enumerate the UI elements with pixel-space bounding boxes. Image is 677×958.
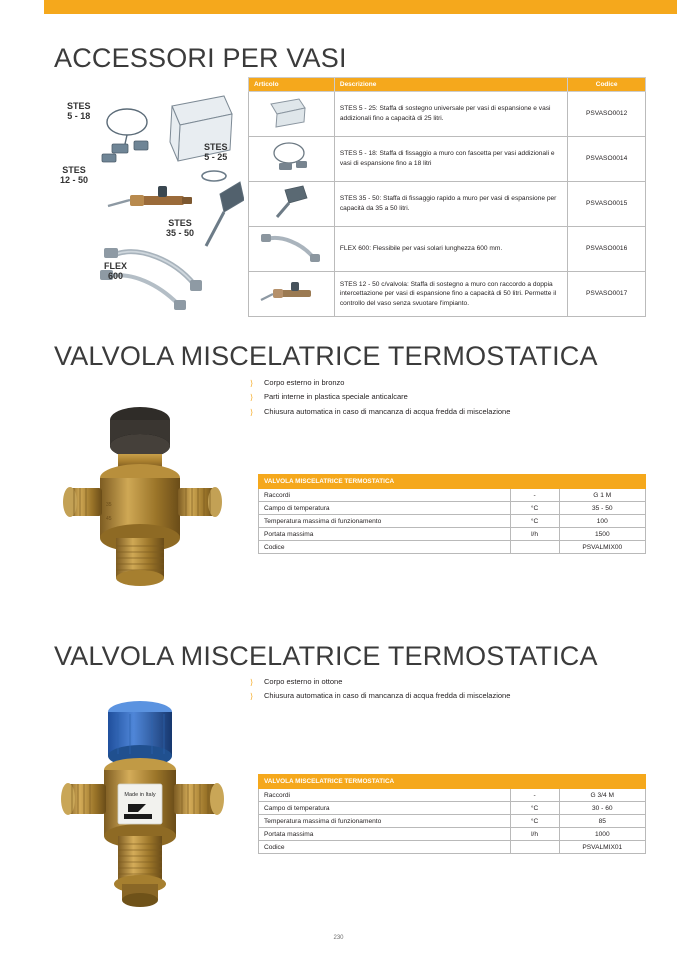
bracket-stes-12-50-valve-icon — [255, 274, 327, 310]
chevron-right-icon: ⟩ — [250, 692, 254, 702]
list-item — [250, 689, 650, 703]
list-item — [250, 675, 650, 689]
spec-name: Campo di temperatura — [259, 502, 511, 515]
spec-name: Raccordi — [259, 789, 511, 802]
spec-name: Codice — [259, 841, 511, 854]
table-row — [249, 272, 646, 317]
table-row — [259, 841, 646, 854]
spec-name: Portata massima — [259, 528, 511, 541]
label-stes-35-50: STES 35 - 50 — [166, 218, 195, 239]
bracket-stes-35-50-icon — [255, 184, 327, 220]
sticker-text: Made in Italy — [124, 792, 156, 798]
header-codice: Codice — [568, 78, 646, 92]
row-code: PSVASO0017 — [568, 272, 646, 317]
chevron-right-icon: ⟩ — [250, 393, 254, 403]
chevron-right-icon: ⟩ — [250, 407, 254, 417]
list-item — [250, 376, 650, 390]
label-stes-5-25: STES 5 - 25 — [204, 142, 228, 163]
row-thumbnail — [249, 137, 335, 182]
spec-value: 35 - 50 — [559, 502, 645, 515]
spec-name: Campo di temperatura — [259, 802, 511, 815]
spec-name: Portata massima — [259, 828, 511, 841]
row-thumbnail — [249, 227, 335, 272]
row-thumbnail — [249, 92, 335, 137]
bronze-mixing-valve-svg — [60, 388, 245, 603]
table-header-row — [249, 78, 646, 92]
valvola-2-spec-table — [258, 774, 646, 854]
list-item-label: Corpo esterno in bronzo — [264, 378, 345, 387]
spec-unit: l/h — [510, 528, 559, 541]
table-row — [259, 528, 646, 541]
spec-value: 1000 — [559, 828, 645, 841]
brass-mixing-valve-svg — [60, 688, 245, 918]
header-descrizione: Descrizione — [334, 78, 567, 92]
list-item-label: Chiusura automatica in caso di mancanza di acqua fredda di miscelazione — [264, 406, 511, 416]
chevron-right-icon: ⟩ — [250, 678, 254, 687]
valvola-1-photo — [60, 388, 245, 603]
top-accent-bar — [44, 0, 677, 14]
row-description: STES 35 - 50: Staffa di fissaggio rapido a muro per vasi di espansione per capacità da 35 a 50 litri. — [334, 182, 567, 227]
header-articolo: Articolo — [249, 78, 335, 92]
spec-table-title: VALVOLA MISCELATRICE TERMOSTATICA — [259, 775, 646, 789]
accessori-table-body — [249, 92, 646, 317]
table-row — [259, 489, 646, 502]
spec-unit — [510, 541, 559, 554]
spec-value: 1500 — [559, 528, 645, 541]
chevron-right-icon: ⟩ — [250, 379, 254, 388]
spec-unit: °C — [510, 515, 559, 528]
table-row — [259, 789, 646, 802]
spec-unit: °C — [510, 502, 559, 515]
bracket-stes-5-25-icon — [255, 94, 327, 130]
table-row — [249, 137, 646, 182]
list-item-label: Chiusura automatica in caso di mancanza di acqua fredda di miscelazione — [264, 691, 511, 701]
spec-unit — [510, 841, 559, 854]
page-title-accessori: ACCESSORI PER VASI — [54, 43, 347, 73]
table-row — [259, 815, 646, 828]
valvola-2-photo — [60, 688, 245, 918]
table-row — [249, 92, 646, 137]
spec-unit: °C — [510, 802, 559, 815]
accessori-illustration — [54, 78, 244, 318]
svg-text:45: 45 — [106, 516, 112, 522]
accessori-table-header — [249, 78, 646, 92]
label-stes-5-18: STES 5 - 18 — [67, 101, 91, 122]
spec-value: PSVALMIX01 — [559, 841, 645, 854]
spec-table-title-row — [259, 475, 646, 489]
clamp-stes-5-18-icon — [255, 139, 327, 175]
valvola-2-feature-list — [250, 675, 650, 704]
table-row — [259, 515, 646, 528]
spec-table-title-row — [259, 775, 646, 789]
valvola-1-spec-table — [258, 474, 646, 554]
table-row — [259, 828, 646, 841]
table-row — [259, 802, 646, 815]
valvola-1-feature-list — [250, 376, 650, 419]
table-row — [249, 227, 646, 272]
label-flex-600: FLEX 600 — [104, 261, 128, 282]
list-item — [250, 405, 650, 419]
page-title-valvola-1: VALVOLA MISCELATRICE TERMOSTATICA — [54, 341, 598, 371]
list-item — [250, 390, 650, 404]
accessori-table — [248, 77, 646, 317]
row-description: STES 5 - 25: Staffa di sostegno universale per vasi di espansione e vasi addizionali fino a capacità di 25 litri. — [334, 92, 567, 137]
spec-value: 30 - 60 — [559, 802, 645, 815]
spec-value: G 3/4 M — [559, 789, 645, 802]
row-description: STES 12 - 50 c/valvola: Staffa di sostegno a muro con raccordo a doppia intercettazione per vasi di espansione fino a capacità di 50 litri. Permette il controllo del vaso senza svuotare l'impianto. — [334, 272, 567, 317]
spec-name: Raccordi — [259, 489, 511, 502]
spec-value: 85 — [559, 815, 645, 828]
table-row — [259, 502, 646, 515]
row-code: PSVASO0016 — [568, 227, 646, 272]
row-code: PSVASO0015 — [568, 182, 646, 227]
spec-table-title: VALVOLA MISCELATRICE TERMOSTATICA — [259, 475, 646, 489]
spec-value: 100 — [559, 515, 645, 528]
svg-text:35: 35 — [106, 502, 112, 508]
row-code: PSVASO0014 — [568, 137, 646, 182]
spec-name: Codice — [259, 541, 511, 554]
row-thumbnail — [249, 182, 335, 227]
spec-unit: - — [510, 789, 559, 802]
spec-value: G 1 M — [559, 489, 645, 502]
row-code: PSVASO0012 — [568, 92, 646, 137]
spec-name: Temperatura massima di funzionamento — [259, 515, 511, 528]
spec-name: Temperatura massima di funzionamento — [259, 815, 511, 828]
flex-600-hose-icon — [255, 229, 327, 265]
list-item-label: Corpo esterno in ottone — [264, 677, 343, 686]
table-row — [249, 182, 646, 227]
row-description: FLEX 600: Flessibile per vasi solari lunghezza 600 mm. — [334, 227, 567, 272]
table-row — [259, 541, 646, 554]
list-item-label: Parti interne in plastica speciale anticalcare — [264, 392, 408, 402]
spec-unit: l/h — [510, 828, 559, 841]
spec-value: PSVALMIX00 — [559, 541, 645, 554]
spec-unit: - — [510, 489, 559, 502]
row-description: STES 5 - 18: Staffa di fissaggio a muro con fascetta per vasi addizionali e vasi di espansione fino a 18 litri — [334, 137, 567, 182]
row-thumbnail — [249, 272, 335, 317]
spec-unit: °C — [510, 815, 559, 828]
page-number: 230 — [333, 935, 344, 941]
page-title-valvola-2: VALVOLA MISCELATRICE TERMOSTATICA — [54, 641, 598, 671]
label-stes-12-50: STES 12 - 50 — [60, 165, 89, 186]
